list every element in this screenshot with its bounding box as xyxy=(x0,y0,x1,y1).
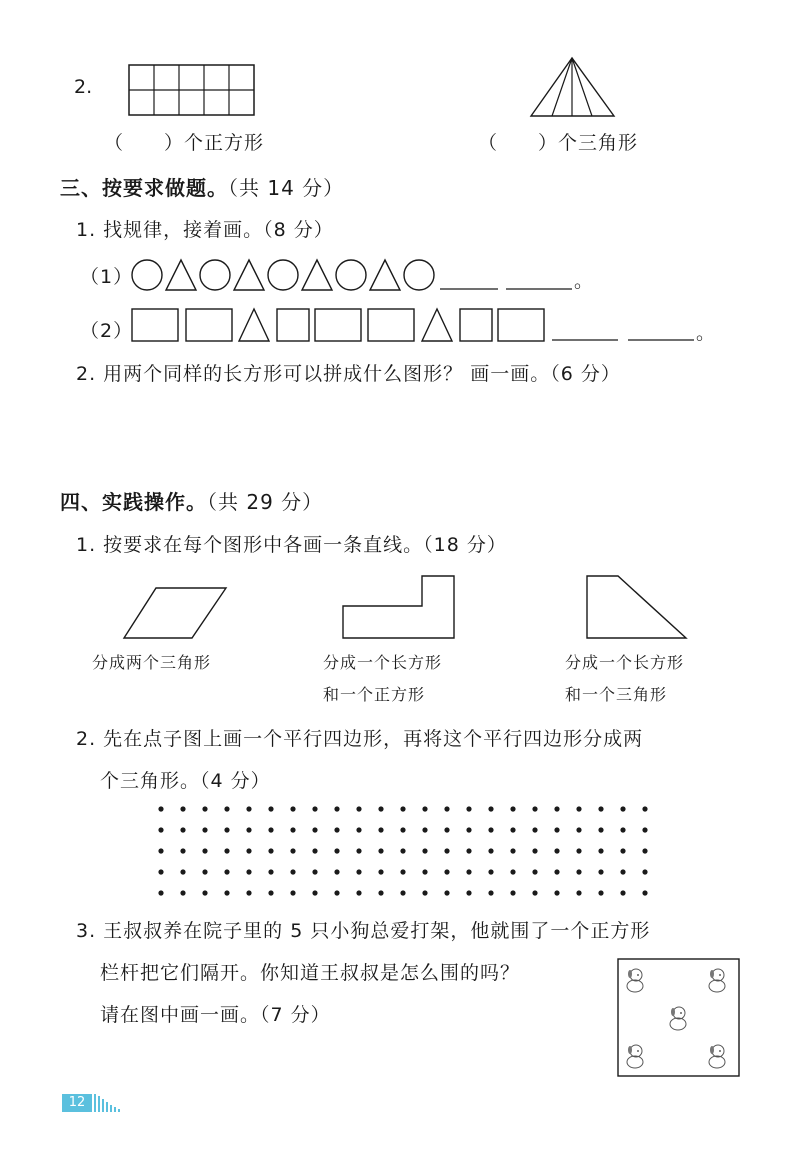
grid-dot[interactable] xyxy=(466,848,471,853)
grid-dot[interactable] xyxy=(444,869,449,874)
grid-dot[interactable] xyxy=(620,806,625,811)
grid-dot[interactable] xyxy=(488,848,493,853)
grid-dot[interactable] xyxy=(598,806,603,811)
puppy-icon xyxy=(670,1007,686,1030)
grid-dot[interactable] xyxy=(466,869,471,874)
grid-dot[interactable] xyxy=(202,869,207,874)
puppy-icon xyxy=(709,969,725,992)
grid-dot[interactable] xyxy=(400,890,405,895)
grid-dot[interactable] xyxy=(554,848,559,853)
grid-dot[interactable] xyxy=(202,848,207,853)
grid-dot[interactable] xyxy=(488,890,493,895)
grid-dot[interactable] xyxy=(532,806,537,811)
grid-dot[interactable] xyxy=(554,806,559,811)
grid-dot[interactable] xyxy=(642,827,647,832)
grid-dot[interactable] xyxy=(158,848,163,853)
grid-dot[interactable] xyxy=(532,869,537,874)
grid-dot[interactable] xyxy=(444,890,449,895)
caption-shape-3-line-1: 分成一个长方形 xyxy=(565,653,685,672)
grid-dot[interactable] xyxy=(598,827,603,832)
grid-dot[interactable] xyxy=(378,848,383,853)
grid-dot[interactable] xyxy=(158,869,163,874)
section-4-q3-line-3: 请在图中画一画。（7 分） xyxy=(100,1004,331,1026)
section-4-q3-line-1: 3. 王叔叔养在院子里的 5 只小狗总爱打架，他就围了一个正方形 xyxy=(76,920,651,942)
grid-dot[interactable] xyxy=(246,806,251,811)
grid-dot[interactable] xyxy=(356,848,361,853)
grid-dot[interactable] xyxy=(576,806,581,811)
grid-dot[interactable] xyxy=(554,827,559,832)
grid-dot[interactable] xyxy=(444,806,449,811)
grid-dot[interactable] xyxy=(180,827,185,832)
grid-dot[interactable] xyxy=(510,890,515,895)
grid-dot[interactable] xyxy=(488,869,493,874)
triangle-fan-figure xyxy=(530,56,616,118)
grid-dot[interactable] xyxy=(290,848,295,853)
question-number: 2. xyxy=(74,76,93,98)
grid-dot[interactable] xyxy=(356,869,361,874)
grid-dot[interactable] xyxy=(356,827,361,832)
grid-dot[interactable] xyxy=(312,890,317,895)
caption-shape-2-line-2: 和一个正方形 xyxy=(323,685,426,704)
grid-dot[interactable] xyxy=(224,890,229,895)
grid-dot[interactable] xyxy=(466,806,471,811)
grid-dot[interactable] xyxy=(268,827,273,832)
grid-dot[interactable] xyxy=(488,827,493,832)
grid-dot[interactable] xyxy=(642,869,647,874)
grid-dot[interactable] xyxy=(268,806,273,811)
grid-dot[interactable] xyxy=(510,869,515,874)
grid-dot[interactable] xyxy=(532,848,537,853)
grid-dot[interactable] xyxy=(422,890,427,895)
grid-dot[interactable] xyxy=(224,827,229,832)
grid-dot[interactable] xyxy=(246,848,251,853)
section-3-heading xyxy=(60,172,344,201)
grid-dot[interactable] xyxy=(576,827,581,832)
grid-dot[interactable] xyxy=(620,827,625,832)
dot-grid[interactable] xyxy=(156,804,656,896)
grid-dot[interactable] xyxy=(290,806,295,811)
l-shape-figure xyxy=(340,574,458,640)
section-3-q1-text: 1. 找规律，接着画。（8 分） xyxy=(76,219,334,241)
grid-dot[interactable] xyxy=(422,848,427,853)
grid-dot[interactable] xyxy=(334,890,339,895)
page-decoration-bars xyxy=(94,1094,124,1112)
grid-dot[interactable] xyxy=(554,869,559,874)
section-4-q2-line-2: 个三角形。（4 分） xyxy=(100,770,271,792)
grid-dot[interactable] xyxy=(444,848,449,853)
grid-dot[interactable] xyxy=(598,848,603,853)
grid-dot[interactable] xyxy=(378,827,383,832)
grid-dot[interactable] xyxy=(510,806,515,811)
grid-dot[interactable] xyxy=(290,827,295,832)
yard-square-figure[interactable] xyxy=(617,958,741,1078)
puppy-icon xyxy=(627,969,643,992)
grid-dot[interactable] xyxy=(400,848,405,853)
grid-dot[interactable] xyxy=(642,890,647,895)
grid-dot[interactable] xyxy=(488,806,493,811)
pattern-row-2 xyxy=(130,307,710,343)
grid-dot[interactable] xyxy=(378,890,383,895)
grid-dot[interactable] xyxy=(246,890,251,895)
grid-dot[interactable] xyxy=(422,869,427,874)
grid-dot[interactable] xyxy=(312,827,317,832)
section-3-title: 三、按要求做题。 xyxy=(60,176,228,200)
section-4-q2-line-1: 2. 先在点子图上画一个平行四边形，再将这个平行四边形分成两 xyxy=(76,728,644,750)
grid-dot[interactable] xyxy=(202,806,207,811)
caption-shape-2-line-1: 分成一个长方形 xyxy=(323,653,443,672)
grid-dot[interactable] xyxy=(378,806,383,811)
grid-dot[interactable] xyxy=(510,848,515,853)
grid-dot[interactable] xyxy=(268,890,273,895)
puppy-icon xyxy=(627,1045,643,1068)
grid-dot[interactable] xyxy=(312,848,317,853)
grid-dot[interactable] xyxy=(334,869,339,874)
section-4-points: （共 29 分） xyxy=(207,490,324,514)
grid-dot[interactable] xyxy=(334,806,339,811)
pattern-row-2-label: （2） xyxy=(80,320,134,342)
grid-dot[interactable] xyxy=(180,848,185,853)
grid-dot[interactable] xyxy=(620,869,625,874)
puppy-icon xyxy=(709,1045,725,1068)
right-trapezoid-figure xyxy=(584,574,690,640)
parallelogram-figure xyxy=(122,586,228,640)
grid-dot[interactable] xyxy=(334,848,339,853)
grid-dot[interactable] xyxy=(158,827,163,832)
grid-dot[interactable] xyxy=(620,848,625,853)
grid-dot[interactable] xyxy=(312,806,317,811)
grid-dot[interactable] xyxy=(246,869,251,874)
grid-dot[interactable] xyxy=(268,869,273,874)
grid-dot[interactable] xyxy=(532,890,537,895)
grid-dot[interactable] xyxy=(158,890,163,895)
grid-dot[interactable] xyxy=(290,869,295,874)
caption-shape-1-line-1: 分成两个三角形 xyxy=(92,653,212,672)
grid-dot[interactable] xyxy=(466,827,471,832)
grid-dot[interactable] xyxy=(180,890,185,895)
grid-dot[interactable] xyxy=(202,827,207,832)
grid-dot[interactable] xyxy=(510,827,515,832)
section-4-title: 四、实践操作。 xyxy=(60,490,207,514)
grid-dot[interactable] xyxy=(642,848,647,853)
grid-dot[interactable] xyxy=(224,806,229,811)
square-grid-figure xyxy=(128,64,256,116)
grid-dot[interactable] xyxy=(400,869,405,874)
grid-dot[interactable] xyxy=(422,806,427,811)
grid-dot[interactable] xyxy=(532,827,537,832)
grid-dot[interactable] xyxy=(444,827,449,832)
grid-dot[interactable] xyxy=(180,806,185,811)
grid-dot[interactable] xyxy=(356,890,361,895)
grid-dot[interactable] xyxy=(642,806,647,811)
grid-dot[interactable] xyxy=(378,869,383,874)
square-count-answer: （ ）个正方形 xyxy=(104,132,265,154)
grid-dot[interactable] xyxy=(554,890,559,895)
grid-dot[interactable] xyxy=(576,869,581,874)
grid-dot[interactable] xyxy=(576,890,581,895)
grid-dot[interactable] xyxy=(400,806,405,811)
section-4-q3-line-2: 栏杆把它们隔开。你知道王叔叔是怎么围的吗？ xyxy=(100,962,521,984)
grid-dot[interactable] xyxy=(422,827,427,832)
grid-dot[interactable] xyxy=(224,848,229,853)
grid-dot[interactable] xyxy=(334,827,339,832)
grid-dot[interactable] xyxy=(290,890,295,895)
grid-dot[interactable] xyxy=(158,806,163,811)
grid-dot[interactable] xyxy=(224,869,229,874)
grid-dot[interactable] xyxy=(202,890,207,895)
grid-dot[interactable] xyxy=(598,869,603,874)
section-3-q2-text: 2. 用两个同样的长方形可以拼成什么图形？ 画一画。（6 分） xyxy=(76,363,621,385)
grid-dot[interactable] xyxy=(268,848,273,853)
grid-dot[interactable] xyxy=(466,890,471,895)
grid-dot[interactable] xyxy=(180,869,185,874)
section-4-heading xyxy=(60,486,323,515)
pattern-row-1 xyxy=(130,258,590,292)
grid-dot[interactable] xyxy=(246,827,251,832)
caption-shape-3-line-2: 和一个三角形 xyxy=(565,685,668,704)
pattern-row-1-end: 。 xyxy=(574,270,595,292)
section-4-q1-text: 1. 按要求在每个图形中各画一条直线。（18 分） xyxy=(76,534,507,556)
section-3-points: （共 14 分） xyxy=(228,176,345,200)
pattern-row-1-label: （1） xyxy=(80,266,134,288)
grid-dot[interactable] xyxy=(400,827,405,832)
grid-dot[interactable] xyxy=(312,869,317,874)
grid-dot[interactable] xyxy=(576,848,581,853)
grid-dot[interactable] xyxy=(598,890,603,895)
page-number-badge: 12 xyxy=(62,1094,92,1112)
triangle-count-answer: （ ）个三角形 xyxy=(478,132,639,154)
grid-dot[interactable] xyxy=(620,890,625,895)
pattern-row-2-end: 。 xyxy=(696,322,717,344)
grid-dot[interactable] xyxy=(356,806,361,811)
